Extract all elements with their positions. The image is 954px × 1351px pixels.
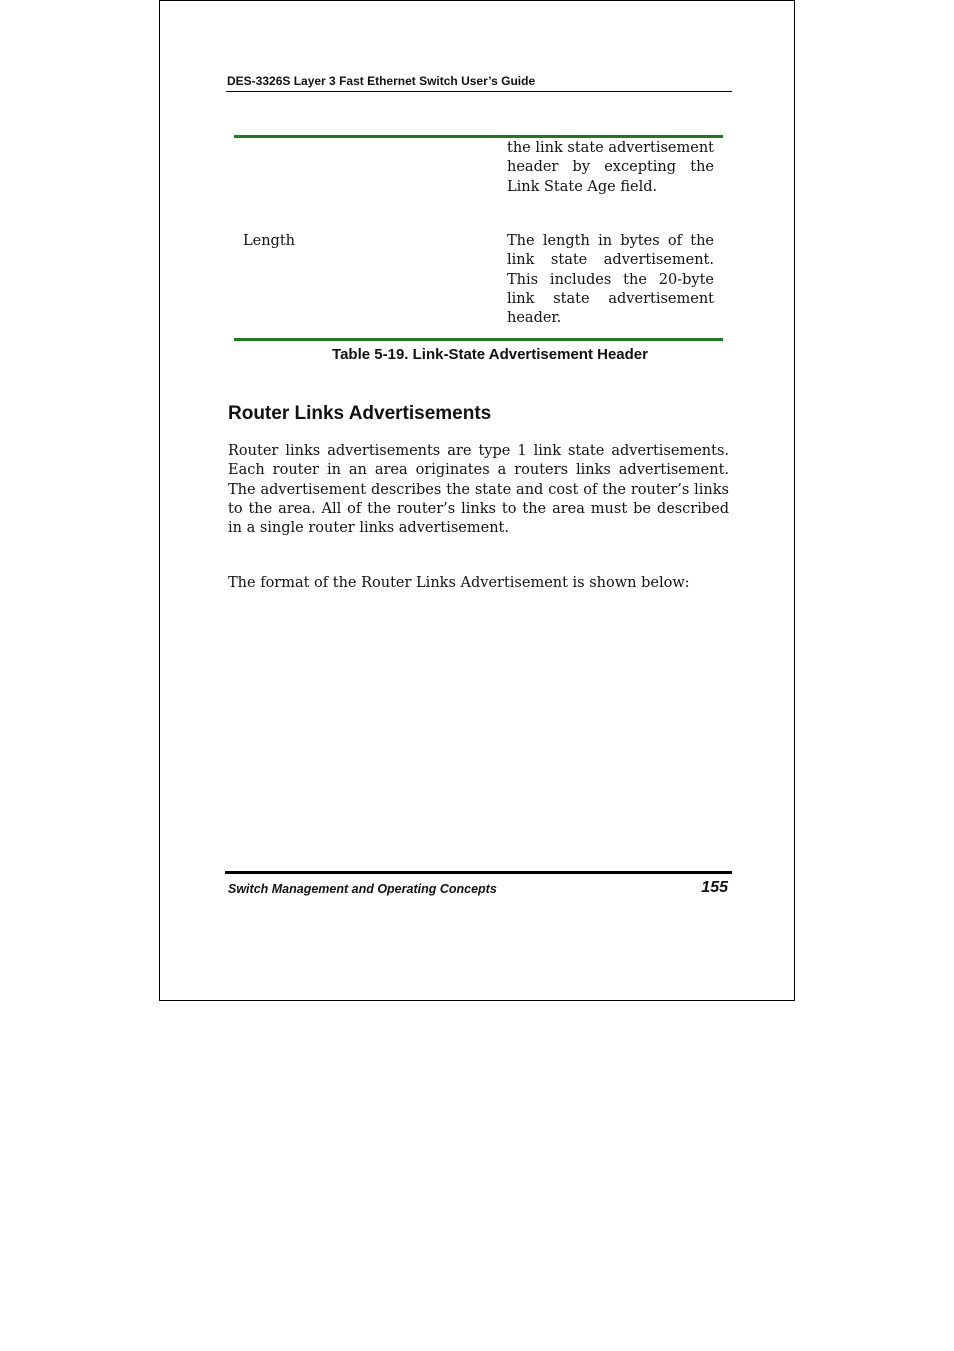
running-header: DES-3326S Layer 3 Fast Ethernet Switch User’s Guide — [227, 74, 536, 88]
page-number: 155 — [701, 879, 728, 896]
table-bottom-rule — [234, 338, 723, 341]
table-row-description: the link state advertisement header by excepting the Link State Age field. — [507, 140, 714, 195]
body-paragraph: Router links advertisements are type 1 link state advertisements. Each router in an area originates a routers links advertisement. The advertisement describes the state and cost of the router’s links to the area. All of the router’s links to the area must be described in a single router links advertisement. — [228, 443, 729, 537]
table-top-rule — [234, 135, 723, 138]
body-paragraph: The format of the Router Links Advertisement is shown below: — [228, 575, 690, 591]
header-rule — [226, 91, 732, 92]
footer-rule — [225, 871, 732, 874]
table-row-description: The length in bytes of the link state advertisement. This includes the 20-byte link state advertisement header. — [507, 233, 714, 327]
table-row-field: Length — [243, 233, 295, 249]
table-caption: Table 5-19. Link-State Advertisement Header — [332, 346, 648, 363]
section-heading: Router Links Advertisements — [228, 403, 492, 424]
footer-section-title: Switch Management and Operating Concepts — [228, 882, 497, 896]
